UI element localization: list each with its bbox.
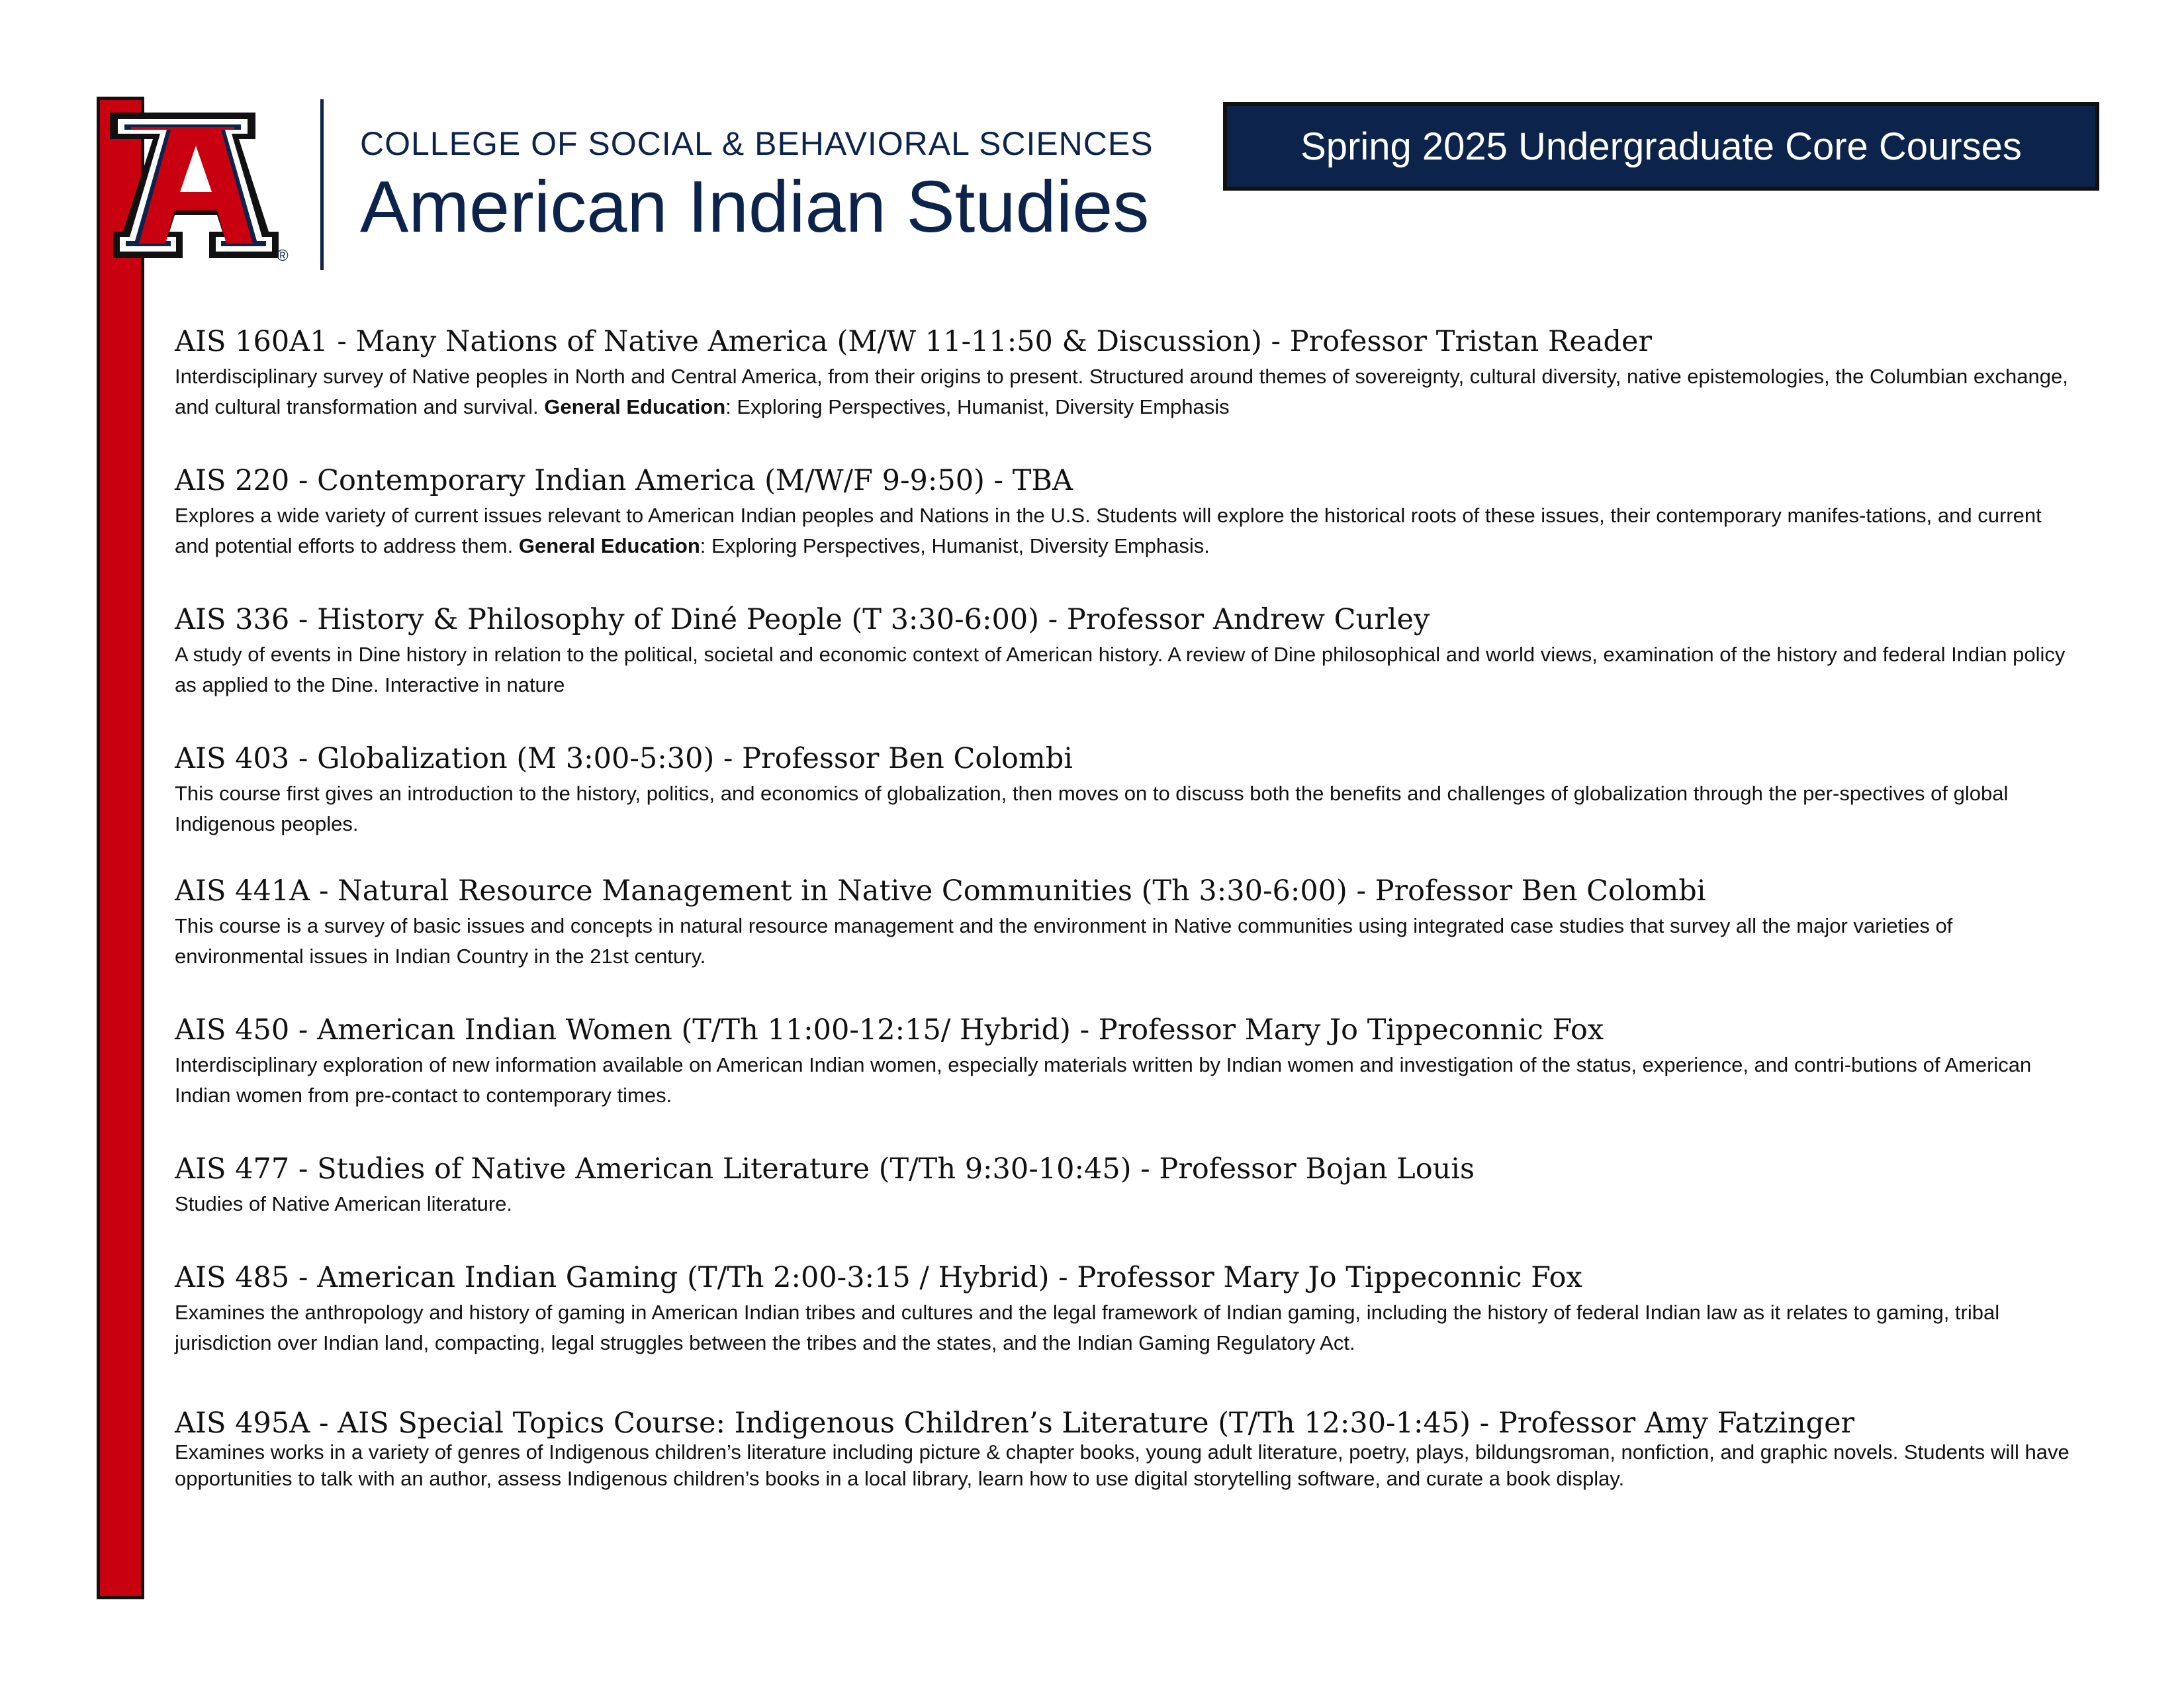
course-description: Studies of Native American literature.	[175, 1192, 513, 1215]
course-title: AIS 220 - Contemporary Indian America (M/W/F 9-9:50) - TBA	[175, 464, 1073, 497]
course-description: Explores a wide variety of current issues relevant to American Indian peoples and Nations in the U.S. Students will explore the historical roots of these issues, their contemporary manifes-tations, and current and potential efforts to address them. General Education: Exploring Perspectives, Humanist, Diversity Emphasis.	[175, 504, 2042, 557]
course-title: AIS 450 - American Indian Women (T/Th 11:00-12:15/ Hybrid) - Professor Mary Jo Tippeconnic Fox	[175, 1013, 1604, 1047]
course-title: AIS 336 - History & Philosophy of Diné People (T 3:30-6:00) - Professor Andrew Curley	[175, 603, 1430, 636]
department-name: American Indian Studies	[360, 166, 1150, 248]
course-entry	[175, 872, 2081, 972]
course-entry	[175, 601, 2081, 700]
course-entry	[175, 1150, 2081, 1219]
course-entry	[175, 740, 2081, 839]
semester-banner	[1223, 102, 2099, 191]
course-description: Examines the anthropology and history of gaming in American Indian tribes and cultures and the legal framework of Indian gaming, including the history of federal Indian law as it relates to gaming, tribal jurisdiction over Indian land, compacting, legal struggles between the tribes and the states, and the Indian Gaming Regulatory Act.	[175, 1301, 2000, 1354]
course-entry	[175, 323, 2081, 422]
course-description: A study of events in Dine history in relation to the political, societal and economic context of American history. A review of Dine philosophical and world views, examination of the history and federal Indian policy as applied to the Dine. Interactive in nature	[175, 643, 2066, 696]
gen-ed-label: General Education	[518, 534, 700, 557]
red-side-bar	[97, 97, 144, 1599]
course-description: Examines works in a variety of genres of Indigenous children’s literature including picture & chapter books, young adult literature, poetry, plays, bildungsroman, nonfiction, and graphic novels. Students will have opportunities to talk with an author, assess Indigenous children’s books in a local library, learn how to use digital storytelling software, and curate a book display.	[175, 1440, 2070, 1490]
course-entry	[175, 1259, 2081, 1358]
course-title: AIS 495A - AIS Special Topics Course: Indigenous Children’s Literature (T/Th 12:30-1:45) - Professor Amy Fatzinger	[175, 1407, 1855, 1440]
course-description: This course first gives an introduction to the history, politics, and economics of globalization, then moves on to discuss both the benefits and challenges of globalization through the per-spectives of global Indigenous peoples.	[175, 782, 2009, 835]
course-description: Interdisciplinary exploration of new information available on American Indian women, especially materials written by Indian women and investigation of the status, experience, and contri-butions of American Indian women from pre-contact to contemporary times.	[175, 1053, 2032, 1107]
course-entry	[175, 1011, 2081, 1111]
course-title: AIS 403 - Globalization (M 3:00-5:30) - Professor Ben Colombi	[175, 742, 1073, 775]
college-name: COLLEGE OF SOCIAL & BEHAVIORAL SCIENCES	[360, 125, 1154, 162]
course-description: Interdisciplinary survey of Native peoples in North and Central America, from their origins to present. Structured around themes of sovereignty, cultural diversity, native epistemologies, the Columbian exchange, and cultural transformation and survival. General Education: Exploring Perspectives, Humanist, Diversity Emphasis	[175, 365, 2068, 418]
registered-mark: ®	[277, 247, 289, 265]
course-title: AIS 485 - American Indian Gaming (T/Th 2:00-3:15 / Hybrid) - Professor Mary Jo Tippeconnic Fox	[175, 1261, 1582, 1294]
course-title: AIS 441A - Natural Resource Management in Native Communities (Th 3:30-6:00) - Professor Ben Colombi	[175, 874, 1706, 908]
gen-ed-label: General Education	[544, 395, 726, 418]
course-title: AIS 477 - Studies of Native American Literature (T/Th 9:30-10:45) - Professor Bojan Louis	[175, 1152, 1475, 1186]
course-title: AIS 160A1 - Many Nations of Native America (M/W 11-11:50 & Discussion) - Professor Tristan Reader	[175, 325, 1653, 358]
course-entry	[175, 1405, 2081, 1492]
university-a-logo	[103, 99, 289, 265]
course-description: This course is a survey of basic issues and concepts in natural resource management and the environment in Native communities using integrated case studies that survey all the major varieties of environmental issues in Indian Country in the 21st century.	[175, 914, 1953, 968]
course-entry	[175, 462, 2081, 561]
header-divider	[320, 99, 324, 270]
semester-banner-text: Spring 2025 Undergraduate Core Courses	[1300, 124, 2022, 168]
